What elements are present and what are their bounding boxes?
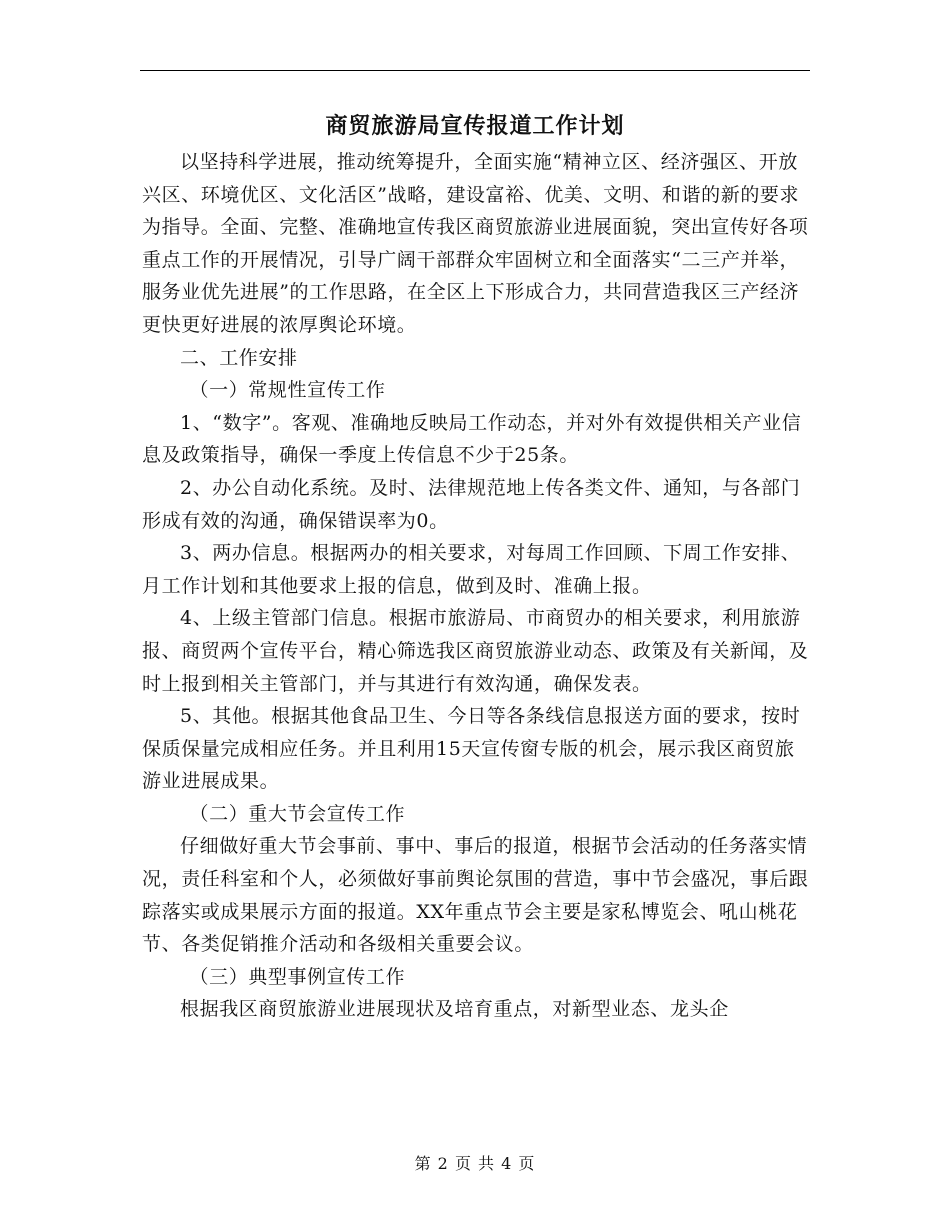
item-paragraph-5: 5、其他。根据其他食品卫生、今日等各条线信息报送方面的要求，按时保质保量完成相应任务。并且利用15天宣传窗专版的机会，展示我区商贸旅游业进展成果。	[142, 705, 801, 793]
subsection-heading-major-events: （二）重大节会宣传工作	[189, 802, 406, 825]
subsection-heading-typical-cases: （三）典型事例宣传工作	[189, 965, 406, 988]
document-body	[142, 146, 810, 1026]
item-paragraph-1: 1、“数字”。客观、准确地反映局工作动态，并对外有效提供相关产业信息及政策指导，确保一季度上传信息不少于25条。	[142, 411, 802, 467]
typical-cases-paragraph: 根据我区商贸旅游业进展现状及培育重点，对新型业态、龙头企	[180, 998, 729, 1021]
page-number-footer: 第 2 页 共 4 页	[414, 1154, 536, 1173]
item-paragraph-3: 3、两办信息。根据两办的相关要求，对每周工作回顾、下周工作安排、月工作计划和其他要求上报的信息，做到及时、准确上报。	[142, 542, 801, 597]
document-title: 商贸旅游局宣传报道工作计划	[325, 113, 625, 139]
subsection-heading-routine-publicity: （一）常规性宣传工作	[189, 379, 386, 402]
item-paragraph-2: 2、办公自动化系统。及时、法律规范地上传各类文件、通知，与各部门形成有效的沟通，确保错误率为0。	[142, 476, 801, 532]
section-heading-work-arrangement: 二、工作安排	[180, 346, 298, 369]
major-events-paragraph: 仔细做好重大节会事前、事中、事后的报道，根据节会活动的任务落实情况，责任科室和个人，必须做好事前舆论氛围的营造，事中节会盛况，事后跟踪落实或成果展示方面的报道。XX年重点节会主要是家私博览会、吼山桃花节、各类促销推介活动和各级相关重要会议。	[142, 835, 809, 956]
item-paragraph-4: 4、上级主管部门信息。根据市旅游局、市商贸办的相关要求，利用旅游报、商贸两个宣传平台，精心筛选我区商贸旅游业动态、政策及有关新闻，及时上报到相关主管部门，并与其进行有效沟通，确保发表。	[142, 607, 809, 695]
header-rule	[140, 70, 810, 71]
intro-paragraph: 以坚持科学进展，推动统筹提升，全面实施“精神立区、经济强区、开放兴区、环境优区、文化活区”战略，建设富裕、优美、文明、和谐的新的要求为指导。全面、完整、准确地宣传我区商贸旅游业进展面貌，突出宣传好各项重点工作的开展情况，引导广阔干部群众牢固树立和全面落实“二三产并举，服务业优先进展”的工作思路，在全区上下形成合力，共同营造我区三产经济更快更好进展的浓厚舆论环境。	[142, 151, 809, 336]
